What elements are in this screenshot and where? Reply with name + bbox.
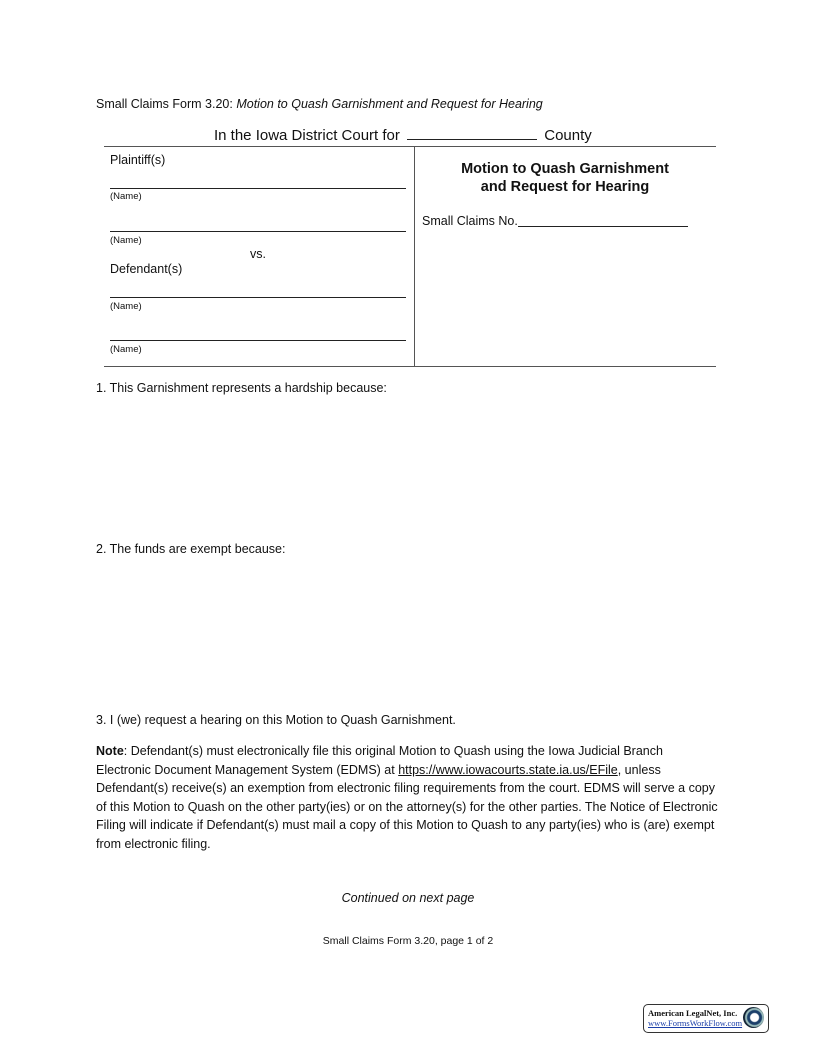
note-text-1: : Defendant(s) must electronically file this original Motion to Quash using the Iowa Judicial Branch Electronic Document Management System (EDMS) at [96, 744, 663, 777]
form-header [96, 97, 543, 111]
continued-note: Continued on next page [341, 891, 475, 905]
county-blank[interactable] [407, 139, 537, 140]
document-title [415, 160, 715, 196]
note-text-2: , unless Defendant(s) receive(s) an exemption from electronic filing requirements from the court. EDMS will serve a copy of this Motion to Quash on the other party(ies) or on the attorney(s) for the other parties. The Notice of Electronic Filing will indicate if Defendant(s) must mail a copy of this Motion to Quash to any party(ies) who is (are) exempt from electronic filing. [96, 762, 718, 851]
case-number-label: Small Claims No. [422, 214, 518, 228]
plaintiffs-label: Plaintiff(s) [110, 153, 166, 167]
name-label: (Name) [110, 191, 142, 202]
logo-url[interactable]: www.FormsWorkFlow.com [648, 1018, 743, 1028]
court-prefix: In the Iowa District Court for [214, 127, 400, 144]
note-paragraph [96, 742, 721, 854]
page-footer: Small Claims Form 3.20, page 1 of 2 [322, 935, 494, 947]
case-number-field[interactable] [518, 226, 688, 227]
item-hearing-request: 3. I (we) request a hearing on this Motion to Quash Garnishment. [96, 713, 456, 727]
case-number-row [422, 214, 688, 228]
efile-link[interactable]: https://www.iowacourts.state.ia.us/EFile [398, 762, 618, 777]
caption-top-rule [104, 146, 716, 147]
item-exempt-funds: 2. The funds are exempt because: [96, 542, 286, 556]
form-title: Motion to Quash Garnishment and Request for Hearing [236, 97, 543, 111]
title-line-2: and Request for Hearing [480, 179, 650, 195]
note-label: Note [96, 744, 124, 758]
court-line [214, 127, 592, 144]
defendant-name-field-2[interactable] [110, 340, 406, 341]
plaintiff-name-field-1[interactable] [110, 188, 406, 189]
name-label: (Name) [110, 344, 142, 355]
plaintiff-name-field-2[interactable] [110, 231, 406, 232]
caption-bottom-rule [104, 366, 716, 367]
vs-label: vs. [250, 247, 266, 261]
logo-company: American LegalNet, Inc. [648, 1008, 738, 1018]
form-label: Small Claims Form 3.20: [96, 97, 233, 111]
court-suffix: County [544, 127, 592, 144]
american-legalnet-logo [643, 1004, 769, 1033]
name-label: (Name) [110, 235, 142, 246]
item-hardship: 1. This Garnishment represents a hardship because: [96, 381, 387, 395]
globe-icon [743, 1007, 764, 1028]
defendant-name-field-1[interactable] [110, 297, 406, 298]
name-label: (Name) [110, 301, 142, 312]
defendants-label: Defendant(s) [110, 262, 183, 276]
title-line-1: Motion to Quash Garnishment [461, 161, 669, 177]
